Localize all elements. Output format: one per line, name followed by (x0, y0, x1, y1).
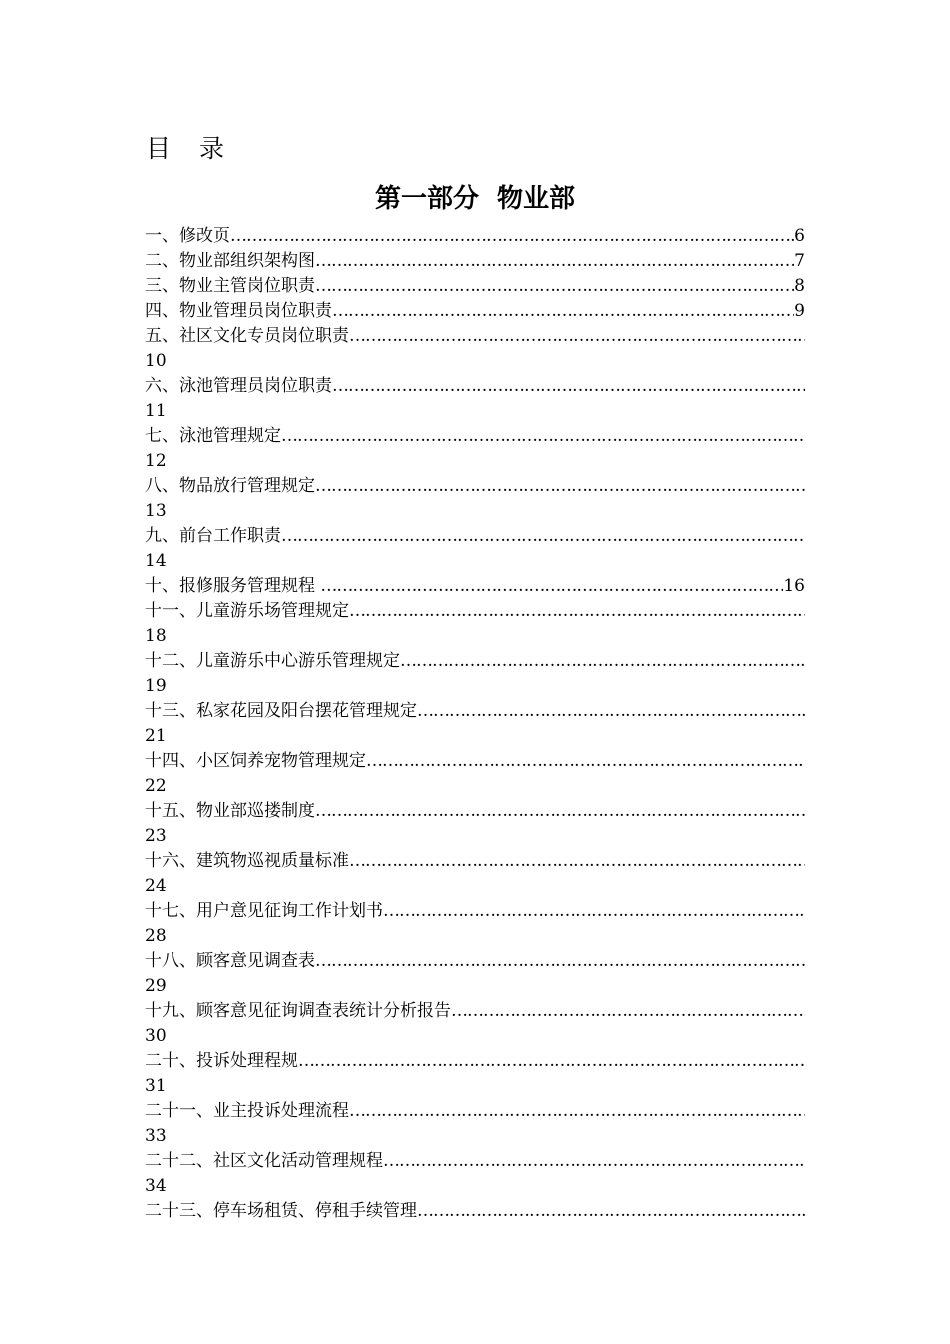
toc-entry[interactable] (145, 649, 805, 699)
toc-page-number: 6 (794, 226, 805, 246)
toc-entry[interactable] (145, 1149, 805, 1199)
toc-entry-title: 十三、私家花园及阳台摆花管理规定 (145, 701, 417, 721)
toc-entry-title: 十六、建筑物巡视质量标准 (145, 851, 349, 871)
toc-page-number: 31 (145, 1076, 167, 1096)
toc-entry[interactable] (145, 1049, 805, 1099)
toc-entry-title: 七、泳池管理规定 (145, 426, 281, 446)
toc-line (145, 1049, 805, 1074)
toc-entry[interactable] (145, 524, 805, 574)
toc-entry[interactable] (145, 574, 805, 599)
toc-line (145, 849, 805, 874)
toc-line (145, 699, 805, 724)
toc-entry-title: 十五、物业部巡搂制度 (145, 801, 315, 821)
toc-line (145, 1149, 805, 1174)
toc-dot-leader (230, 224, 794, 249)
toc-entry[interactable] (145, 849, 805, 899)
toc-entry-title: 六、泳池管理员岗位职责 (145, 376, 332, 396)
toc-entry[interactable] (145, 474, 805, 524)
toc-entry[interactable] (145, 1199, 805, 1224)
toc-entry-title: 九、前台工作职责 (145, 526, 281, 546)
toc-dot-leader (349, 849, 805, 874)
toc-page-number: 11 (145, 401, 167, 421)
toc-entry-title: 二十、投诉处理程规 (145, 1051, 298, 1071)
toc-line (145, 999, 805, 1024)
toc-entry-title: 十七、用户意见征询工作计划书 (145, 901, 383, 921)
toc-dot-leader (417, 699, 805, 724)
toc-dot-leader (451, 999, 805, 1024)
toc-line (145, 274, 805, 299)
toc-entry-title: 十一、儿童游乐场管理规定 (145, 601, 349, 621)
toc-line (145, 799, 805, 824)
toc-entry[interactable] (145, 274, 805, 299)
toc-page-number: 21 (145, 726, 167, 746)
toc-dot-leader (320, 574, 783, 599)
toc-line (145, 249, 805, 274)
toc-entry[interactable] (145, 299, 805, 324)
toc-page-number: 24 (145, 876, 167, 896)
toc-page-number: 23 (145, 826, 167, 846)
toc-dot-leader (349, 599, 805, 624)
toc-entry-title: 十四、小区饲养宠物管理规定 (145, 751, 366, 771)
toc-dot-leader (281, 424, 805, 449)
toc-entry[interactable] (145, 374, 805, 424)
toc-page-number: 7 (794, 251, 805, 271)
toc-page-number: 14 (145, 551, 167, 571)
document-heading: 目 录 (146, 134, 234, 163)
toc-line (145, 374, 805, 399)
toc-page-number: 9 (794, 301, 805, 321)
toc-entry[interactable] (145, 799, 805, 849)
toc-dot-leader (315, 274, 794, 299)
toc-entry-title: 十二、儿童游乐中心游乐管理规定 (145, 651, 400, 671)
toc-entry-title: 十、报修服务管理规程 (145, 576, 321, 596)
toc-line (145, 299, 805, 324)
toc-entry[interactable] (145, 424, 805, 474)
toc-page-number: 8 (794, 276, 805, 296)
toc-entry-title: 二、物业部组织架构图 (145, 251, 315, 271)
toc-line (145, 949, 805, 974)
toc-page-number: 29 (145, 976, 167, 996)
toc-entry[interactable] (145, 999, 805, 1049)
toc-entry-title: 十八、顾客意见调查表 (145, 951, 315, 971)
toc-dot-leader (383, 1149, 805, 1174)
toc-entry-title: 八、物品放行管理规定 (145, 476, 315, 496)
toc-dot-leader (349, 324, 805, 349)
toc-line (145, 474, 805, 499)
toc-entry[interactable] (145, 949, 805, 999)
toc-entry-title: 十九、顾客意见征询调查表统计分析报告 (145, 1001, 451, 1021)
toc-page-number: 18 (145, 626, 167, 646)
toc-entry[interactable] (145, 699, 805, 749)
toc-page-number: 12 (145, 451, 167, 471)
toc-entry[interactable] (145, 749, 805, 799)
toc-line (145, 1099, 805, 1124)
toc-line (145, 524, 805, 549)
toc-line (145, 324, 805, 349)
toc-page-number: 30 (145, 1026, 167, 1046)
toc-entry[interactable] (145, 1099, 805, 1149)
toc-dot-leader (315, 474, 805, 499)
toc-dot-leader (400, 649, 805, 674)
toc-entry[interactable] (145, 599, 805, 649)
table-of-contents (145, 224, 805, 1224)
toc-page-number: 10 (145, 351, 167, 371)
toc-entry-title: 五、社区文化专员岗位职责 (145, 326, 349, 346)
toc-line (145, 749, 805, 774)
toc-page-number: 16 (783, 576, 805, 596)
toc-entry-title: 二十三、停车场租赁、停租手续管理 (145, 1201, 417, 1221)
toc-entry[interactable] (145, 224, 805, 249)
toc-entry-title: 三、物业主管岗位职责 (145, 276, 315, 296)
toc-line (145, 224, 805, 249)
toc-entry-title: 四、物业管理员岗位职责 (145, 301, 332, 321)
toc-line (145, 649, 805, 674)
toc-line (145, 424, 805, 449)
toc-dot-leader (298, 1049, 805, 1074)
toc-dot-leader (332, 374, 805, 399)
toc-entry[interactable] (145, 899, 805, 949)
toc-entry-title: 一、修改页 (145, 226, 230, 246)
toc-line (145, 574, 805, 599)
toc-dot-leader (315, 249, 794, 274)
toc-dot-leader (315, 949, 805, 974)
toc-line (145, 1199, 805, 1224)
toc-dot-leader (349, 1099, 805, 1124)
toc-dot-leader (332, 299, 794, 324)
toc-page-number: 19 (145, 676, 167, 696)
toc-page-number: 33 (145, 1126, 167, 1146)
toc-line (145, 899, 805, 924)
toc-line (145, 599, 805, 624)
toc-entry-title: 二十一、业主投诉处理流程 (145, 1101, 349, 1121)
toc-page-number: 28 (145, 926, 167, 946)
toc-dot-leader (417, 1199, 805, 1224)
toc-dot-leader (281, 524, 805, 549)
toc-entry[interactable] (145, 249, 805, 274)
toc-dot-leader (383, 899, 805, 924)
part-title: 第一部分 物业部 (374, 184, 576, 214)
toc-entry-title: 二十二、社区文化活动管理规程 (145, 1151, 383, 1171)
toc-entry[interactable] (145, 324, 805, 374)
toc-dot-leader (366, 749, 805, 774)
toc-page-number: 13 (145, 501, 167, 521)
toc-dot-leader (315, 799, 805, 824)
toc-page-number: 22 (145, 776, 167, 796)
toc-page-number: 34 (145, 1176, 167, 1196)
